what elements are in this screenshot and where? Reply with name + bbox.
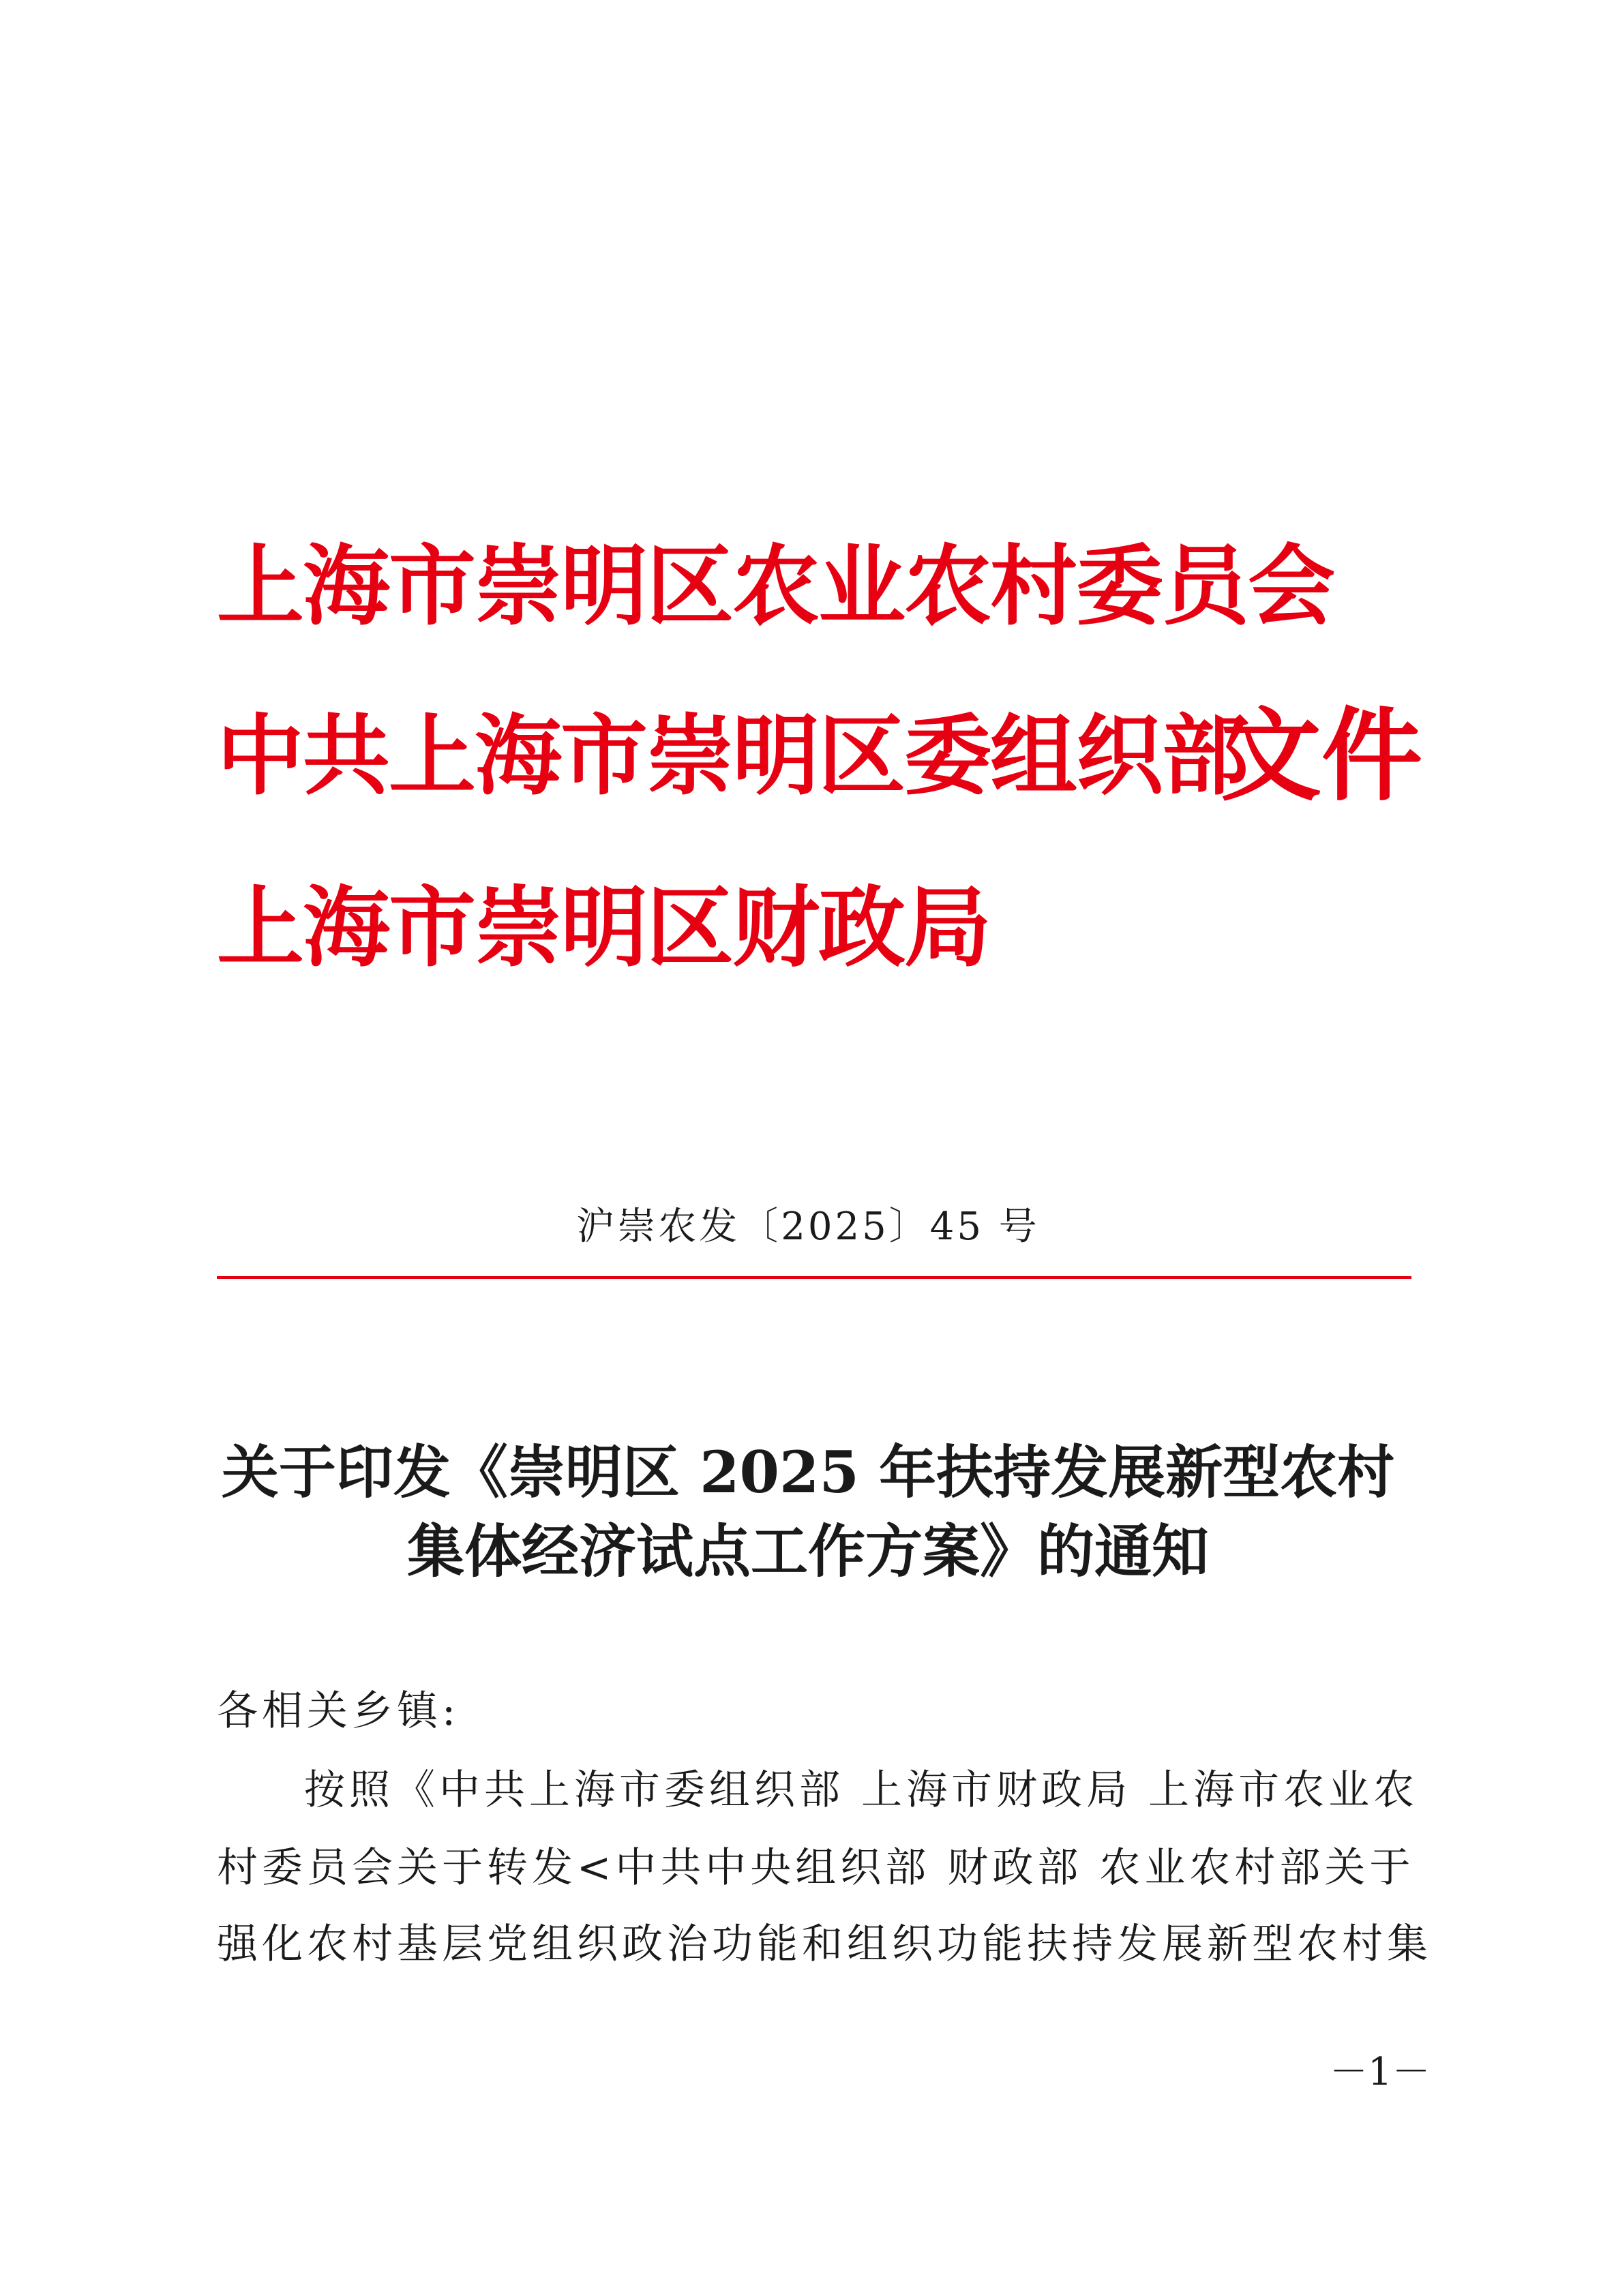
body-text-line: 按照《中共上海市委组织部 上海市财政局 上海市农业农 [304,1766,1419,1814]
document-number: 沪崇农发〔2025〕45 号 [576,1205,1040,1249]
issuer-name-organization-department: 中共上海市崇明区委组织部 [217,705,1248,807]
body-text-line: 村委员会关于转发<中共中央组织部 财政部 农业农村部关于 [217,1844,1415,1892]
document-title-line-1: 关于印发《崇明区 2025 年扶持发展新型农村 [221,1438,1395,1506]
red-separator-line [217,1276,1411,1279]
document-title-line-2: 集体经济试点工作方案》的通知 [406,1517,1209,1585]
salutation: 各相关乡镇: [217,1687,460,1735]
issuer-name-finance-bureau: 上海市崇明区财政局 [217,877,991,979]
document-type-label: 文件 [1221,696,1422,815]
issuer-name-agriculture-committee: 上海市崇明区农业农村委员会 [217,535,1334,637]
page-number: －1－ [1330,2050,1431,2094]
body-text-line: 强化农村基层党组织政治功能和组织功能扶持发展新型农村集 [217,1920,1432,1968]
